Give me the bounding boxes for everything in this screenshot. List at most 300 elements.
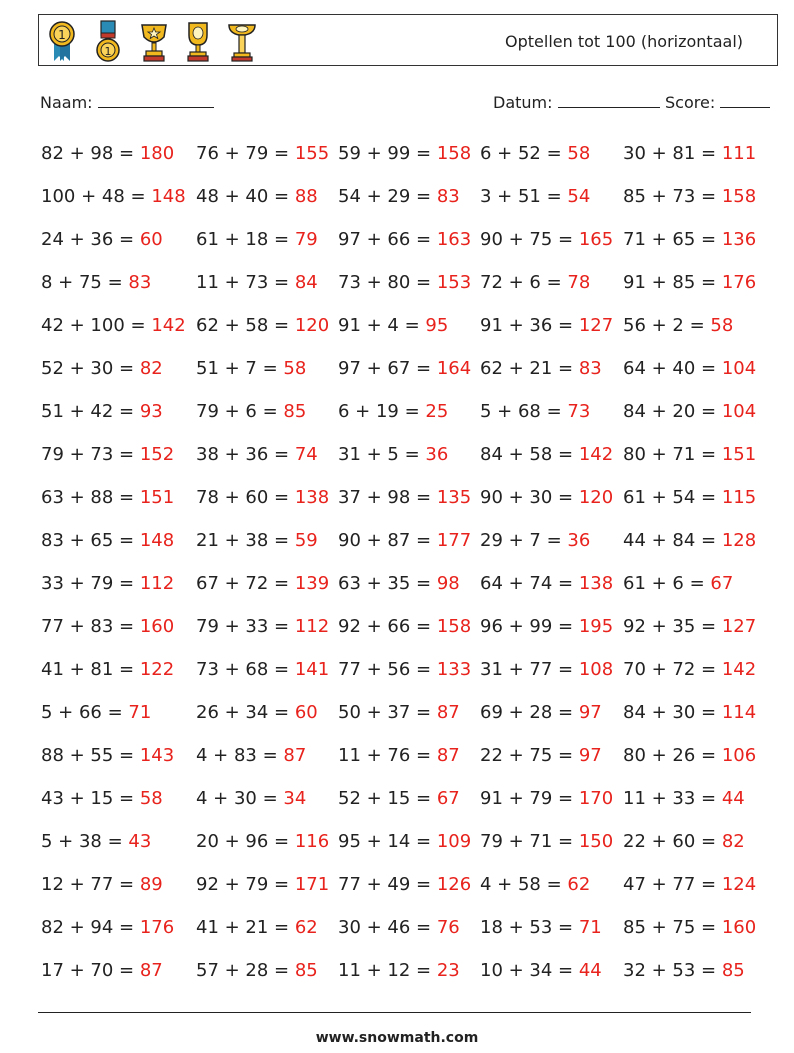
exercise-question: 77 + 49 = [338,874,437,895]
exercise-answer: 163 [436,229,472,250]
exercise-answer: 151 [721,444,757,465]
exercise-item [338,313,448,339]
exercise-row [41,141,771,184]
exercise-item [338,872,471,898]
exercise-item [623,571,733,597]
exercise-item [196,786,306,812]
exercise-item [338,614,471,640]
exercise-item [196,829,329,855]
exercise-question: 38 + 36 = [196,444,295,465]
exercise-item [623,743,756,769]
date-label: Datum: [493,93,553,112]
exercise-question: 6 + 52 = [480,143,568,164]
exercise-answer: 67 [436,788,460,809]
exercise-answer: 71 [128,702,152,723]
exercise-item [41,743,174,769]
exercise-item [41,657,174,683]
exercise-question: 11 + 76 = [338,745,437,766]
exercise-item [41,915,174,941]
exercise-question: 80 + 26 = [623,745,722,766]
exercise-question: 47 + 77 = [623,874,722,895]
exercise-question: 79 + 71 = [480,831,579,852]
exercise-answer: 60 [294,702,318,723]
exercise-question: 91 + 85 = [623,272,722,293]
exercise-question: 41 + 81 = [41,659,140,680]
svg-text:1: 1 [58,28,66,42]
exercise-item [623,442,756,468]
exercise-question: 63 + 35 = [338,573,437,594]
exercise-answer: 160 [721,917,757,938]
exercise-answer: 93 [139,401,163,422]
exercise-question: 30 + 46 = [338,917,437,938]
exercise-question: 51 + 42 = [41,401,140,422]
exercise-answer: 36 [425,444,449,465]
exercise-answer: 59 [294,530,318,551]
exercise-item [480,571,613,597]
name-field[interactable] [40,92,214,112]
exercise-answer: 71 [578,917,602,938]
date-blank[interactable] [558,92,660,108]
exercise-question: 79 + 6 = [196,401,284,422]
exercise-item [480,657,613,683]
exercise-answer: 82 [139,358,163,379]
exercise-item [480,442,613,468]
score-label: Score: [665,93,716,112]
exercise-answer: 176 [139,917,175,938]
exercise-answer: 95 [425,315,449,336]
exercise-answer: 171 [294,874,330,895]
exercise-answer: 79 [294,229,318,250]
exercise-item [480,399,590,425]
exercise-item [41,614,174,640]
exercise-item [623,184,756,210]
exercise-item [196,141,329,167]
exercise-item [480,872,590,898]
exercise-question: 90 + 30 = [480,487,579,508]
exercise-question: 22 + 60 = [623,831,722,852]
exercise-item [623,829,745,855]
exercise-answer: 139 [294,573,330,594]
exercise-answer: 58 [139,788,163,809]
exercise-question: 42 + 100 = [41,315,152,336]
exercise-answer: 58 [710,315,734,336]
exercise-item [41,442,174,468]
exercise-item [196,485,329,511]
exercise-answer: 106 [721,745,757,766]
exercise-answer: 124 [721,874,757,895]
exercise-question: 3 + 51 = [480,186,568,207]
exercise-item [623,356,756,382]
trophy-cup-icon [181,19,215,63]
trophy-star-icon [137,19,171,63]
exercise-item [338,442,448,468]
score-blank[interactable] [720,92,770,108]
exercise-answer: 74 [294,444,318,465]
exercise-answer: 62 [294,917,318,938]
exercise-answer: 148 [139,530,175,551]
exercise-question: 90 + 75 = [480,229,579,250]
exercise-question: 59 + 99 = [338,143,437,164]
exercise-question: 4 + 30 = [196,788,284,809]
exercise-question: 71 + 65 = [623,229,722,250]
exercise-answer: 84 [294,272,318,293]
exercise-question: 48 + 40 = [196,186,295,207]
exercise-row [41,829,771,872]
exercise-item [196,743,306,769]
exercise-row [41,313,771,356]
exercise-item [338,571,460,597]
exercise-question: 61 + 54 = [623,487,722,508]
exercise-row [41,184,771,227]
exercise-question: 61 + 6 = [623,573,711,594]
exercise-question: 90 + 87 = [338,530,437,551]
exercise-item [41,528,174,554]
exercise-answer: 82 [721,831,745,852]
exercise-question: 62 + 58 = [196,315,295,336]
exercise-answer: 138 [578,573,614,594]
exercise-answer: 58 [567,143,591,164]
exercise-question: 31 + 77 = [480,659,579,680]
exercise-item [196,614,329,640]
exercise-row [41,356,771,399]
exercise-question: 24 + 36 = [41,229,140,250]
exercise-item [623,485,756,511]
exercise-answer: 85 [721,960,745,981]
exercise-answer: 114 [721,702,757,723]
exercise-question: 17 + 70 = [41,960,140,981]
exercise-answer: 152 [139,444,175,465]
exercise-answer: 104 [721,358,757,379]
exercise-item [41,270,151,296]
exercise-question: 84 + 30 = [623,702,722,723]
name-blank[interactable] [98,92,214,108]
exercise-question: 85 + 75 = [623,917,722,938]
exercise-answer: 60 [139,229,163,250]
exercise-answer: 160 [139,616,175,637]
exercise-answer: 143 [139,745,175,766]
exercise-question: 4 + 58 = [480,874,568,895]
footer-url: www.snowmath.com [315,1030,479,1046]
exercise-question: 8 + 75 = [41,272,129,293]
exercise-item [41,485,174,511]
exercise-question: 11 + 33 = [623,788,722,809]
exercise-item [338,184,460,210]
exercise-answer: 43 [128,831,152,852]
exercise-question: 11 + 73 = [196,272,295,293]
exercise-item [196,958,318,984]
exercise-answer: 87 [283,745,307,766]
exercise-answer: 136 [721,229,757,250]
exercise-question: 79 + 33 = [196,616,295,637]
exercise-question: 82 + 94 = [41,917,140,938]
exercise-item [196,442,318,468]
exercise-question: 73 + 68 = [196,659,295,680]
exercise-row [41,571,771,614]
exercise-question: 97 + 66 = [338,229,437,250]
exercise-item [480,528,590,554]
exercise-question: 80 + 71 = [623,444,722,465]
exercise-item [623,399,756,425]
exercise-item [480,485,613,511]
exercise-row [41,958,771,1001]
exercise-item [338,829,471,855]
exercise-item [623,915,756,941]
exercise-question: 52 + 15 = [338,788,437,809]
exercise-item [196,227,318,253]
exercise-item [623,872,756,898]
exercise-item [623,786,745,812]
exercise-question: 43 + 15 = [41,788,140,809]
exercise-question: 51 + 7 = [196,358,284,379]
exercise-answer: 87 [139,960,163,981]
exercise-item [338,915,460,941]
exercise-item [480,227,613,253]
exercise-question: 33 + 79 = [41,573,140,594]
exercise-question: 96 + 99 = [480,616,579,637]
exercise-question: 72 + 6 = [480,272,568,293]
exercise-question: 70 + 72 = [623,659,722,680]
exercise-question: 21 + 38 = [196,530,295,551]
exercise-question: 11 + 12 = [338,960,437,981]
exercise-item [623,227,756,253]
exercise-item [196,528,318,554]
exercise-answer: 112 [139,573,175,594]
exercise-answer: 23 [436,960,460,981]
exercise-answer: 87 [436,745,460,766]
exercise-question: 37 + 98 = [338,487,437,508]
exercise-item [338,356,471,382]
exercise-item [480,313,613,339]
exercise-answer: 85 [283,401,307,422]
exercise-item [623,141,756,167]
exercise-answer: 133 [436,659,472,680]
exercise-answer: 109 [436,831,472,852]
score-field[interactable] [665,92,770,112]
exercise-item [338,227,471,253]
exercise-answer: 138 [294,487,330,508]
exercise-item [338,485,471,511]
exercise-answer: 153 [436,272,472,293]
exercise-row [41,227,771,270]
exercise-answer: 165 [578,229,614,250]
exercise-item [41,829,151,855]
exercise-item [196,657,329,683]
exercise-question: 57 + 28 = [196,960,295,981]
exercise-answer: 120 [578,487,614,508]
exercise-question: 92 + 79 = [196,874,295,895]
exercise-question: 92 + 35 = [623,616,722,637]
exercise-answer: 151 [139,487,175,508]
trophy-goblet-icon [225,19,259,63]
exercise-answer: 158 [436,143,472,164]
exercise-item [623,657,756,683]
exercise-item [41,399,163,425]
exercise-question: 92 + 66 = [338,616,437,637]
exercise-answer: 177 [436,530,472,551]
exercise-item [41,313,186,339]
exercise-question: 77 + 56 = [338,659,437,680]
exercise-item [623,614,756,640]
exercise-item [41,141,174,167]
exercise-answer: 128 [721,530,757,551]
exercise-question: 22 + 75 = [480,745,579,766]
exercise-item [480,829,613,855]
exercise-item [338,700,460,726]
exercise-question: 18 + 53 = [480,917,579,938]
exercise-item [196,399,306,425]
footer-divider [38,1012,751,1013]
exercise-answer: 120 [294,315,330,336]
exercise-item [480,141,590,167]
exercise-question: 56 + 2 = [623,315,711,336]
exercise-item [41,356,163,382]
exercise-item [623,270,756,296]
exercise-answer: 135 [436,487,472,508]
exercise-item [480,270,590,296]
exercise-row [41,614,771,657]
exercise-row [41,786,771,829]
exercise-answer: 142 [578,444,614,465]
exercise-question: 52 + 30 = [41,358,140,379]
exercise-item [480,356,602,382]
exercise-answer: 89 [139,874,163,895]
exercise-question: 44 + 84 = [623,530,722,551]
exercise-item [480,184,590,210]
exercise-question: 100 + 48 = [41,186,152,207]
exercise-item [196,184,318,210]
exercise-answer: 54 [567,186,591,207]
exercise-answer: 58 [283,358,307,379]
exercise-question: 91 + 4 = [338,315,426,336]
exercise-item [338,399,448,425]
exercise-row [41,915,771,958]
exercise-question: 95 + 14 = [338,831,437,852]
exercise-question: 5 + 68 = [480,401,568,422]
exercise-item [338,743,460,769]
exercise-item [480,915,602,941]
exercise-question: 77 + 83 = [41,616,140,637]
exercise-row [41,485,771,528]
exercise-item [196,872,329,898]
exercise-row [41,399,771,442]
exercise-answer: 97 [578,702,602,723]
exercise-item [41,227,163,253]
exercise-answer: 83 [128,272,152,293]
exercise-answer: 88 [294,186,318,207]
exercise-answer: 36 [567,530,591,551]
exercise-question: 54 + 29 = [338,186,437,207]
exercise-item [480,743,602,769]
exercise-question: 6 + 19 = [338,401,426,422]
exercise-answer: 78 [567,272,591,293]
exercise-question: 63 + 88 = [41,487,140,508]
exercise-question: 85 + 73 = [623,186,722,207]
exercise-question: 10 + 34 = [480,960,579,981]
exercise-item [338,958,460,984]
exercise-row [41,872,771,915]
exercise-question: 69 + 28 = [480,702,579,723]
exercise-answer: 34 [283,788,307,809]
exercise-question: 4 + 83 = [196,745,284,766]
exercise-question: 79 + 73 = [41,444,140,465]
exercise-answer: 62 [567,874,591,895]
exercise-answer: 126 [436,874,472,895]
exercise-question: 32 + 53 = [623,960,722,981]
exercise-answer: 97 [578,745,602,766]
worksheet-title: Optellen tot 100 (horizontaal) [505,32,743,51]
exercise-question: 12 + 77 = [41,874,140,895]
exercise-item [41,571,174,597]
exercise-item [338,786,460,812]
date-field[interactable] [493,92,660,112]
exercise-question: 26 + 34 = [196,702,295,723]
exercise-answer: 104 [721,401,757,422]
exercise-question: 29 + 7 = [480,530,568,551]
exercise-item [41,872,163,898]
exercise-question: 41 + 21 = [196,917,295,938]
exercise-item [338,270,471,296]
svg-text:1: 1 [104,45,112,58]
exercise-answer: 44 [721,788,745,809]
exercise-answer: 150 [578,831,614,852]
exercise-row [41,528,771,571]
exercise-item [41,184,186,210]
exercise-answer: 83 [436,186,460,207]
exercise-item [41,958,163,984]
exercise-item [196,313,329,339]
exercise-question: 84 + 20 = [623,401,722,422]
exercise-item [196,270,318,296]
worksheet-header [38,14,778,66]
exercise-answer: 170 [578,788,614,809]
exercise-question: 62 + 21 = [480,358,579,379]
exercise-item [480,700,602,726]
exercise-answer: 155 [294,143,330,164]
exercise-question: 64 + 74 = [480,573,579,594]
exercise-row [41,743,771,786]
exercise-answer: 142 [721,659,757,680]
exercise-answer: 164 [436,358,472,379]
exercise-question: 97 + 67 = [338,358,437,379]
exercise-answer: 195 [578,616,614,637]
exercise-question: 88 + 55 = [41,745,140,766]
exercise-answer: 180 [139,143,175,164]
exercise-question: 20 + 96 = [196,831,295,852]
exercise-answer: 142 [151,315,186,336]
exercise-question: 5 + 38 = [41,831,129,852]
exercise-question: 31 + 5 = [338,444,426,465]
exercise-answer: 141 [294,659,330,680]
exercise-answer: 158 [436,616,472,637]
exercise-item [196,356,306,382]
exercise-row [41,700,771,743]
exercise-answer: 158 [721,186,757,207]
exercise-answer: 73 [567,401,591,422]
exercise-answer: 67 [710,573,734,594]
exercise-question: 76 + 79 = [196,143,295,164]
exercise-item [623,528,756,554]
exercise-answer: 83 [578,358,602,379]
exercise-item [338,657,471,683]
exercise-item [338,141,471,167]
exercise-row [41,270,771,313]
exercise-answer: 127 [721,616,757,637]
exercise-question: 73 + 80 = [338,272,437,293]
medal-icon [91,19,125,63]
exercise-item [338,528,471,554]
exercise-answer: 44 [578,960,602,981]
exercise-answer: 112 [294,616,330,637]
